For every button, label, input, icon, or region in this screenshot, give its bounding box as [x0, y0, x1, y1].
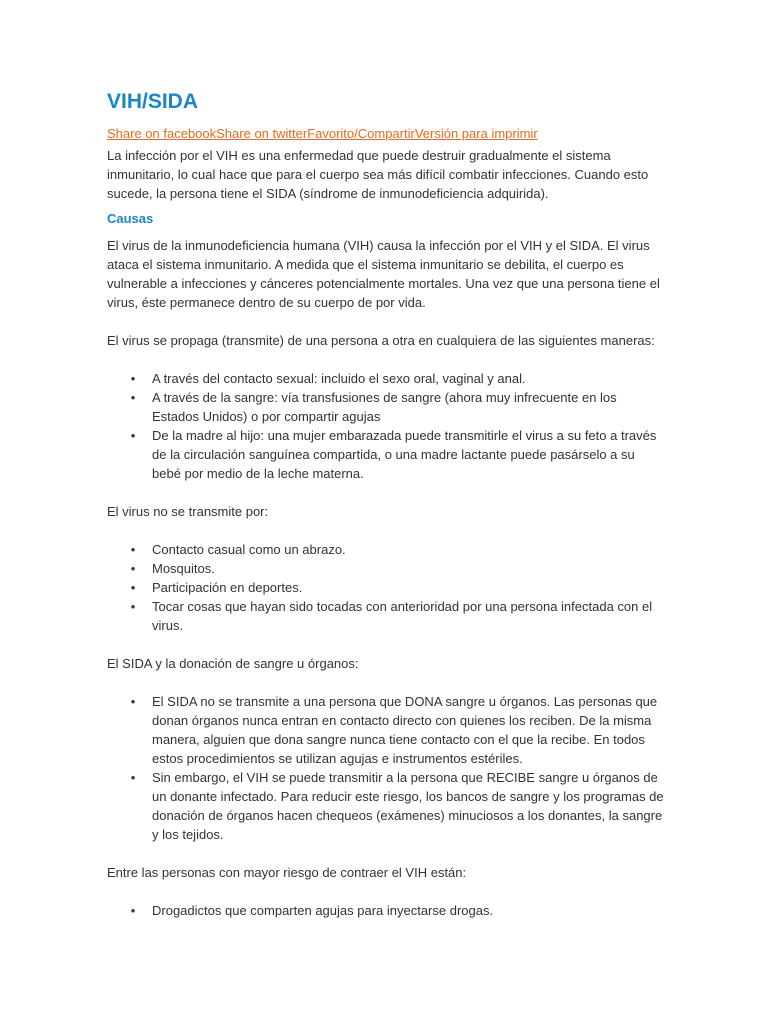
risk-intro: Entre las personas con mayor riesgo de contraer el VIH están:: [107, 865, 467, 880]
list-item: • Mosquitos.: [152, 559, 667, 578]
spread-intro: El virus se propaga (transmite) de una persona a otra en cualquiera de las siguientes maneras:: [107, 333, 655, 348]
share-facebook-link[interactable]: Share on facebook: [107, 126, 217, 141]
bullet-icon: •: [130, 561, 136, 576]
bullet-icon: •: [130, 580, 136, 595]
list-item: • De la madre al hijo: una mujer embarazada puede transmitirle el virus a su feto a través de la circulación sanguínea compartida, o una madre lactante puede pasárselo a su bebé por medio de la leche materna.: [152, 426, 667, 483]
causas-paragraph: El virus de la inmunodeficiencia humana (VIH) causa la infección por el VIH y el SIDA. El virus ataca el sistema inmunitario. A medida que el sistema inmunitario se debilita, el cuerpo es vulnerable a infecciones y cánceres potencialmente mortales. Una vez que una persona tiene el virus, éste permanece dentro de su cuerpo de por vida.: [107, 238, 660, 310]
risk-list: [107, 901, 667, 920]
donation-intro: El SIDA y la donación de sangre u órganos:: [107, 656, 359, 671]
bullet-icon: •: [130, 903, 136, 918]
intro-paragraph: La infección por el VIH es una enfermedad que puede destruir gradualmente el sistema inmunitario, lo cual hace que para el cuerpo sea más difícil combatir infecciones. Cuando esto sucede, la persona tiene el SIDA (síndrome de inmunodeficiencia adquirida).: [107, 148, 649, 201]
donation-list: [107, 692, 667, 844]
list-item: • Sin embargo, el VIH se puede transmitir a la persona que RECIBE sangre u órganos de un donante infectado. Para reducir este riesgo, los bancos de sangre y los programas de donación de órganos hacen chequeos (exámenes) minuciosos a los donantes, la sangre y los tejidos.: [152, 768, 667, 844]
spread-list: [107, 369, 667, 483]
list-item: • A través de la sangre: vía transfusiones de sangre (ahora muy infrecuente en los Estados Unidos) o por compartir agujas: [152, 388, 667, 426]
list-item: • El SIDA no se transmite a una persona que DONA sangre u órganos. Las personas que donan órganos nunca entran en contacto directo con quienes los reciben. De la misma manera, alguien que dona sangre nunca tiene contacto con el que la recibe. En todos estos procedimientos se utilizan agujas e instrumentos estériles.: [152, 692, 667, 768]
list-item: • A través del contacto sexual: incluido el sexo oral, vaginal y anal.: [152, 369, 667, 388]
page-title: VIH/SIDA: [107, 90, 199, 113]
list-item: • Contacto casual como un abrazo.: [152, 540, 667, 559]
bullet-icon: •: [130, 390, 136, 405]
article-body: [107, 146, 667, 920]
share-twitter-link[interactable]: Share on twitter: [216, 126, 308, 141]
bullet-icon: •: [130, 542, 136, 557]
favorite-share-link[interactable]: Favorito/Compartir: [307, 126, 415, 141]
bullet-icon: •: [130, 694, 136, 709]
list-item: • Tocar cosas que hayan sido tocadas con anterioridad por una persona infectada con el virus.: [152, 597, 667, 635]
not-spread-intro: El virus no se transmite por:: [107, 504, 269, 519]
causas-heading: Causas: [107, 211, 154, 226]
list-item: • Drogadictos que comparten agujas para inyectarse drogas.: [152, 901, 667, 920]
list-item: • Participación en deportes.: [152, 578, 667, 597]
bullet-icon: •: [130, 428, 136, 443]
print-version-link[interactable]: Versión para imprimir: [414, 126, 538, 141]
share-links: [107, 124, 538, 143]
bullet-icon: •: [130, 599, 136, 614]
not-spread-list: [107, 540, 667, 635]
bullet-icon: •: [130, 371, 136, 386]
bullet-icon: •: [130, 770, 136, 785]
